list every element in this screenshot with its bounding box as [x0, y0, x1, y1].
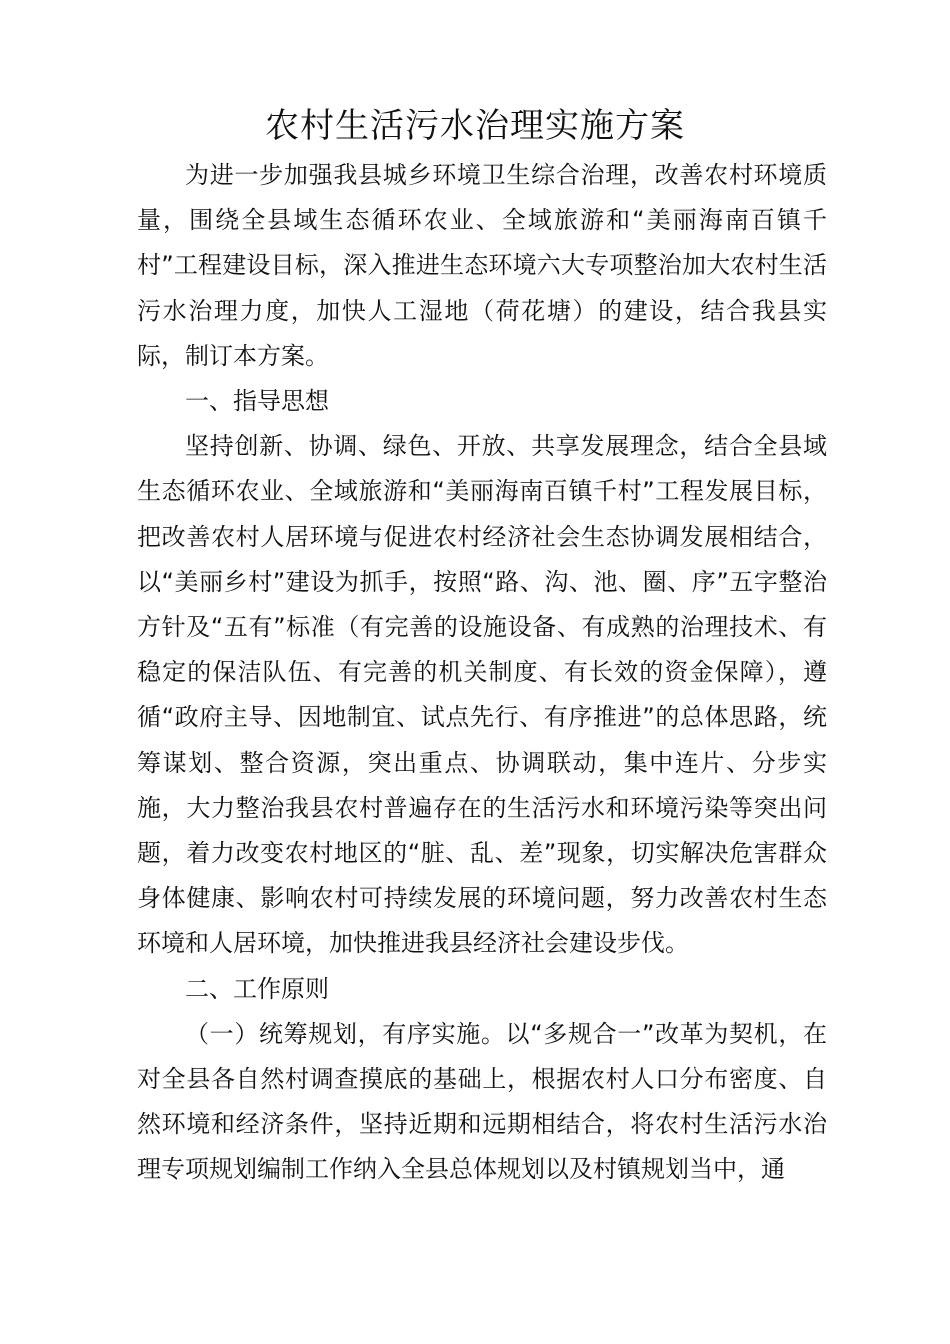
paragraph-principle-one: （一）统筹规划，有序实施。以“多规合一”改革为契机，在对全县各自然村调查摸底的基础上，根据农村人口分布密度、自然环境和经济条件，坚持近期和远期相结合，将农村生活污水治理专项规划编制工作纳入全县总体规划以及村镇规划当中，通 [137, 1019, 827, 1184]
paragraph-intro: 为进一步加强我县城乡环境卫生综合治理，改善农村环境质量，围绕全县域生态循环农业、全域旅游和“美丽海南百镇千村”工程建设目标，深入推进生态环境六大专项整治加大农村生活污水治理力度，加快人工湿地（荷花塘）的建设，结合我县实际，制订本方案。 [137, 161, 827, 370]
section-heading-work-principles: 二、工作原则 [185, 974, 329, 1003]
paragraph-guiding-ideology: 坚持创新、协调、绿色、开放、共享发展理念，结合全县域生态循环农业、全域旅游和“美丽海南百镇千村”工程发展目标，把改善农村人居环境与促进农村经济社会生态协调发展相结合，以“美丽乡村”建设为抓手，按照“路、沟、池、圈、序”五字整治方针及“五有”标准（有完善的设施设备、有成熟的治理技术、有稳定的保洁队伍、有完善的机关制度、有长效的资金保障），遵循“政府主导、因地制宜、试点先行、有序推进”的总体思路，统筹谋划、整合资源，突出重点、协调联动，集中连片、分步实施，大力整治我县农村普遍存在的生活污水和环境污染等突出问题，着力改变农村地区的“脏、乱、差”现象，切实解决危害群众身体健康、影响农村可持续发展的环境问题，努力改善农村生态环境和人居环境，加快推进我县经济社会建设步伐。 [137, 432, 827, 958]
document-body [137, 153, 827, 1193]
document-title: 农村生活污水治理实施方案 [265, 106, 685, 146]
section-heading-guiding-ideology: 一、指导思想 [185, 387, 329, 416]
